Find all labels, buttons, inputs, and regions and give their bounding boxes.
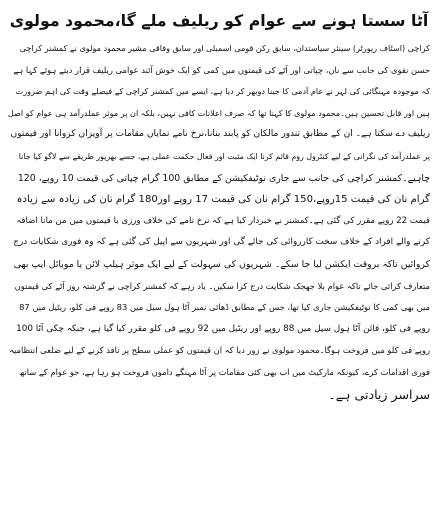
article-line: کروائیں تاکہ بروقت ایکشن لیا جا سکے۔ شہریوں کی سہولت کے لیے ایک موثر ہیلپ لائن یا موبائل ایپ بھی [13,258,430,270]
article-line: روپے فی کلو میں فروخت ہوگا۔محمود مولوی نے زور دیا کہ ان قیمتوں کو عملی سطح پر نافذ کرنے کے لیے ضلعی انتظامیہ [9,345,430,356]
article-line: پر عملدرآمد کی نگرانی کے لیے کنٹرول روم قائم کرنا ایک مثبت اور فعال حکمت عملی ہے، جسے بھرپور طریقے سے لاگو کیا جانا [18,151,430,161]
article-line: سراسر زیادتی ہے۔ [328,386,430,402]
article-body [8,38,430,405]
article-line: کراچی (اسٹاف رپورٹر) سینئر سیاستدان، سابق رکن قومی اسمبلی اور سابق وفاقی مشیر محمود مولوی نے کمشنر کراچی [19,43,430,53]
article-line: متعارف کرائی جائے تاکہ عوام بلا جھجک شکایت درج کرا سکیں۔ یاد رہے کہ کمشنر کراچی نے گزشتہ روز آٹے کی قیمتوں [14,280,430,291]
article-line: فوری اقدامات کرے، کیونکہ مارکیٹ میں اب بھی کئی مقامات پر آٹا مہنگے داموں فروخت ہو رہا ہے، جو عوام کے ساتھ [19,366,430,377]
article-headline: آٹا سستا ہونے سے عوام کو ریلیف ملے گا،محمود مولوی [9,11,429,30]
article-line: حسن نقوی کی جانب سے نان، چپاتی اور آٹے کی قیمتوں میں کمی کو ایک خوش آئند عوامی ریلیف قرار دیتے ہوئے کہا ہے [13,64,430,75]
article-line: کہ موجودہ مہنگائی کی لہر نے عام آدمی کا جینا دوبھر کر دیا ہے، ایسے میں کمشنر کراچی کے فیصلے وقت کی اہم ضرورت [15,86,430,97]
article-line: گرام نان کی قیمت 15روپے،150 گرام نان کی قیمت 17 روپے اور180 گرام نان کی زیادہ سے زیادہ [16,194,430,206]
article-line: میں بھی کمی کا نوٹیفکیشن جاری کیا تھا، جس کے مطابق ڈھائی نمبر آٹا ہول سیل میں 83 روپے فی کلو، ریٹیل میں 87 [19,302,430,313]
article-line: قیمت 22 روپے مقرر کی گئی ہے۔کمشنر نے خبردار کیا ہے کہ نرخ نامے کی خلاف ورزی یا قیمتوں میں من مانا اضافہ [16,215,430,226]
article-line: روپے فی کلو، فائن آٹا ہول سیل میں 88 روپے اور ریٹیل میں 92 روپے فی کلو مقرر کیا گیا ہے، جبکہ چکی آٹا 100 [16,323,430,334]
article-line: کرنے والے افراد کے خلاف سخت کارروائی کی جائے گی اور شہریوں سے اپیل کی گئی ہے کہ وہ فوری شکایات درج [13,237,430,248]
article-line: چاہیے۔کمشنر کراچی کی جانب سے جاری نوٹیفکیشن کے مطابق 100 گرام چپاتی کی قیمت 10 روپے، 120 [17,172,430,184]
article-line: ریلیف دے سکتا ہے۔ ان کے مطابق تندور مالکان کو پابند بنانا،نرخ نامے نمایاں مقامات پر آویزاں کروانا اور قیمتوں [10,129,430,140]
article-line: ہیں اور قابل تحسین ہیں۔محمود مولوی کا کہنا تھا کہ صرف اعلانات کافی نہیں، بلکہ ان پر موثر عملدرآمد ہی عوام کو اصل [8,107,430,118]
